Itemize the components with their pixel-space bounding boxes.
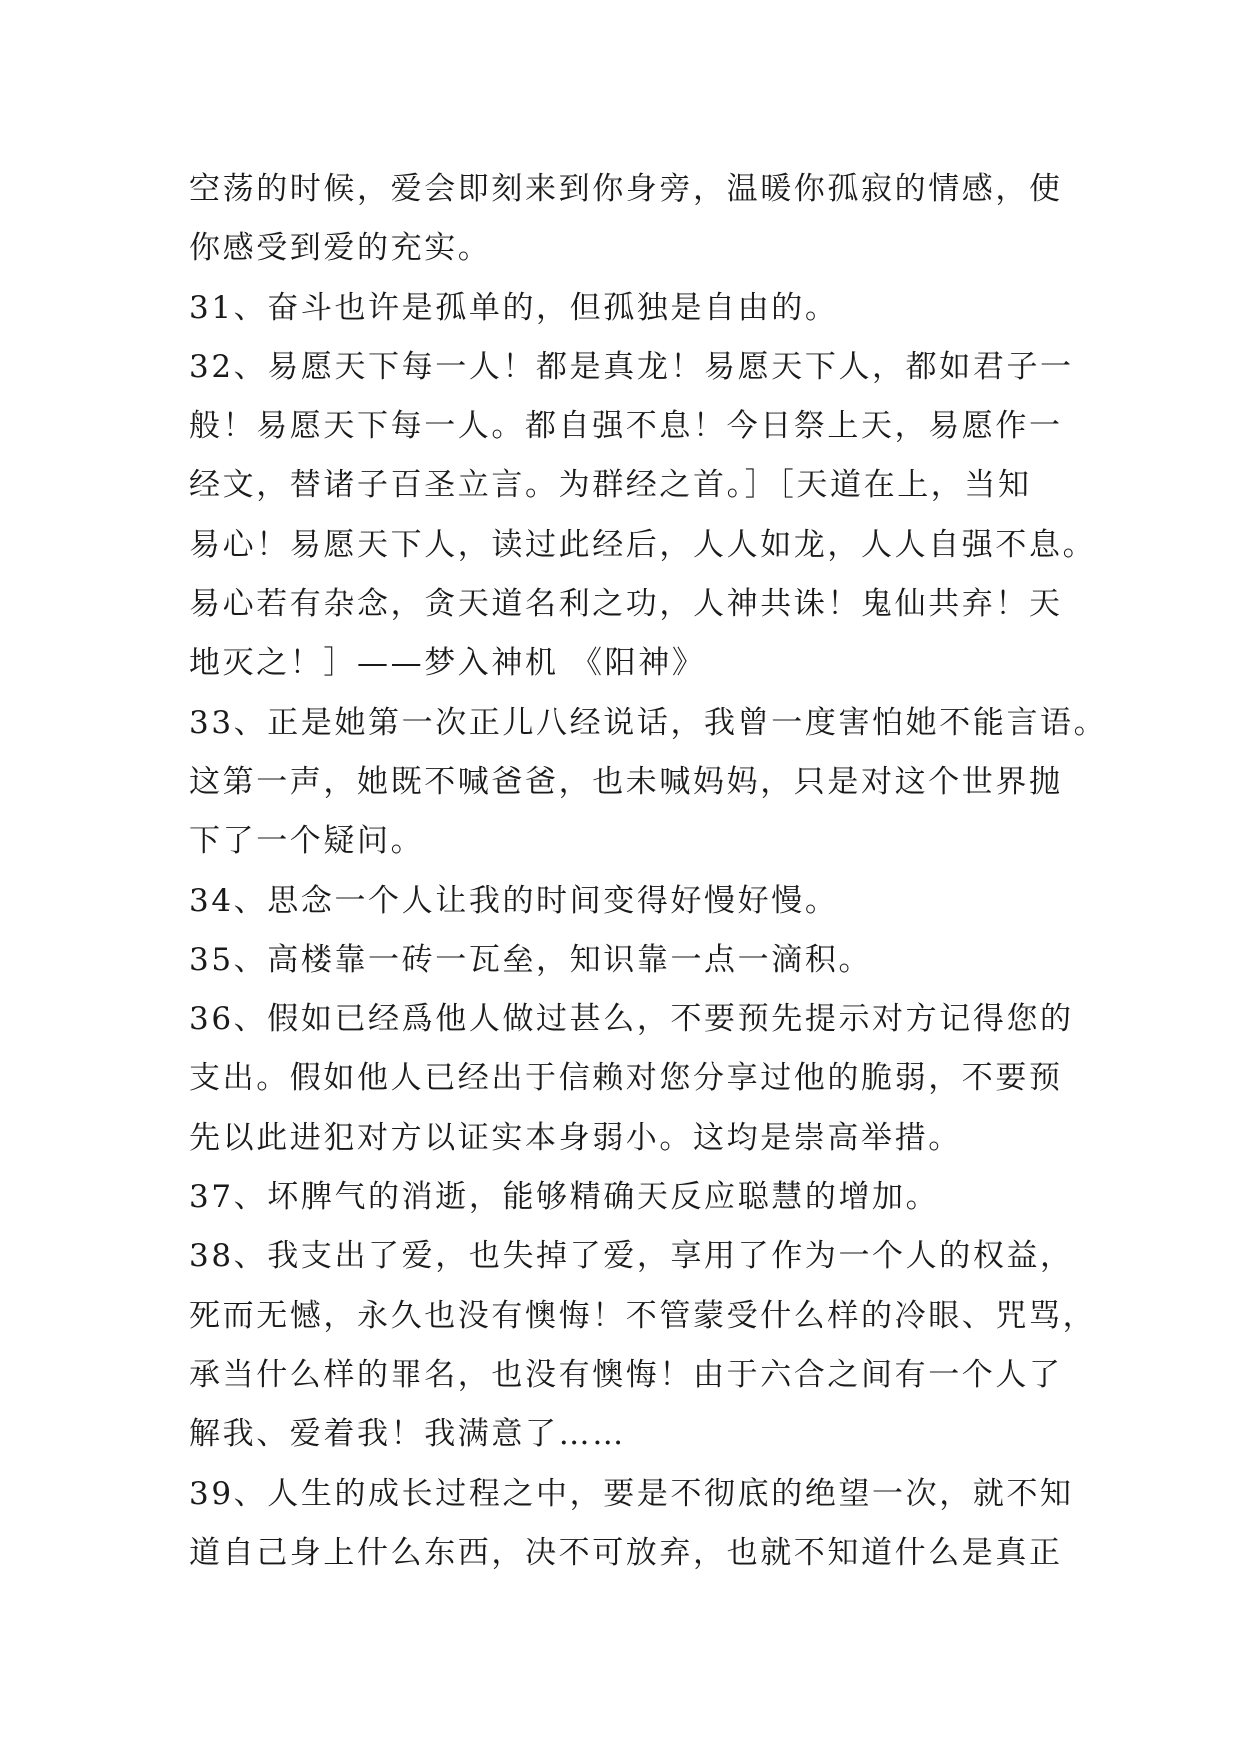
text-line: 35、高楼靠一砖一瓦垒，知识靠一点一滴积。 <box>189 941 873 978</box>
text-line: 空荡的时候，爱会即刻来到你身旁，温暖你孤寂的情感，使 <box>189 171 1063 207</box>
text-line: 38、我支出了爱，也失掉了爱，享用了作为一个人的权益， <box>189 1238 1074 1275</box>
text-line: 你感受到爱的充实。 <box>189 230 492 267</box>
document-body <box>189 160 1108 1583</box>
text-line: 37、坏脾气的消逝，能够精确天反应聪慧的增加。 <box>189 1179 940 1216</box>
text-line: 解我、爱着我！我满意了…… <box>189 1416 626 1453</box>
text-line: 支出。假如他人已经出于信赖对您分享过他的脆弱，不要预 <box>189 1060 1063 1097</box>
text-line: 31、奋斗也许是孤单的，但孤独是自由的。 <box>189 289 839 326</box>
text-line: 道自己身上什么东西，决不可放弃，也就不知道什么是真正 <box>189 1534 1063 1571</box>
text-line: 死而无憾，永久也没有懊悔！不管蒙受什么样的冷眼、咒骂， <box>189 1297 1097 1334</box>
text-line: 承当什么样的罪名，也没有懊悔！由于六合之间有一个人了 <box>189 1356 1063 1393</box>
text-line: 易心！易愿天下人，读过此经后，人人如龙，人人自强不息。 <box>189 526 1097 563</box>
text-line: 36、假如已经爲他人做过甚么，不要预先提示对方记得您的 <box>189 1001 1074 1038</box>
text-line: 下了一个疑问。 <box>189 823 425 860</box>
text-line: 这第一声，她既不喊爸爸，也未喊妈妈，只是对这个世界抛 <box>189 763 1063 800</box>
text-line: 32、易愿天下每一人！都是真龙！易愿天下人，都如君子一 <box>189 348 1074 385</box>
text-line: 般！易愿天下每一人。都自强不息！今日祭上天，易愿作一 <box>189 408 1063 445</box>
text-line: 39、人生的成长过程之中，要是不彻底的绝望一次，就不知 <box>189 1475 1074 1512</box>
text-line: 33、正是她第一次正儿八经说话，我曾一度害怕她不能言语。 <box>189 704 1108 741</box>
text-line: 先以此进犯对方以证实本身弱小。这均是崇高举措。 <box>189 1119 962 1156</box>
text-line: 34、思念一个人让我的时间变得好慢好慢。 <box>189 882 839 919</box>
text-line: 经文，替诸子百圣立言。为群经之首。］［天道在上，当知 <box>189 467 1032 504</box>
text-line: 易心若有杂念，贪天道名利之功，人神共诛！鬼仙共弃！天 <box>189 586 1063 623</box>
text-line: 地灭之！］——梦入神机 《阳神》 <box>189 645 706 682</box>
